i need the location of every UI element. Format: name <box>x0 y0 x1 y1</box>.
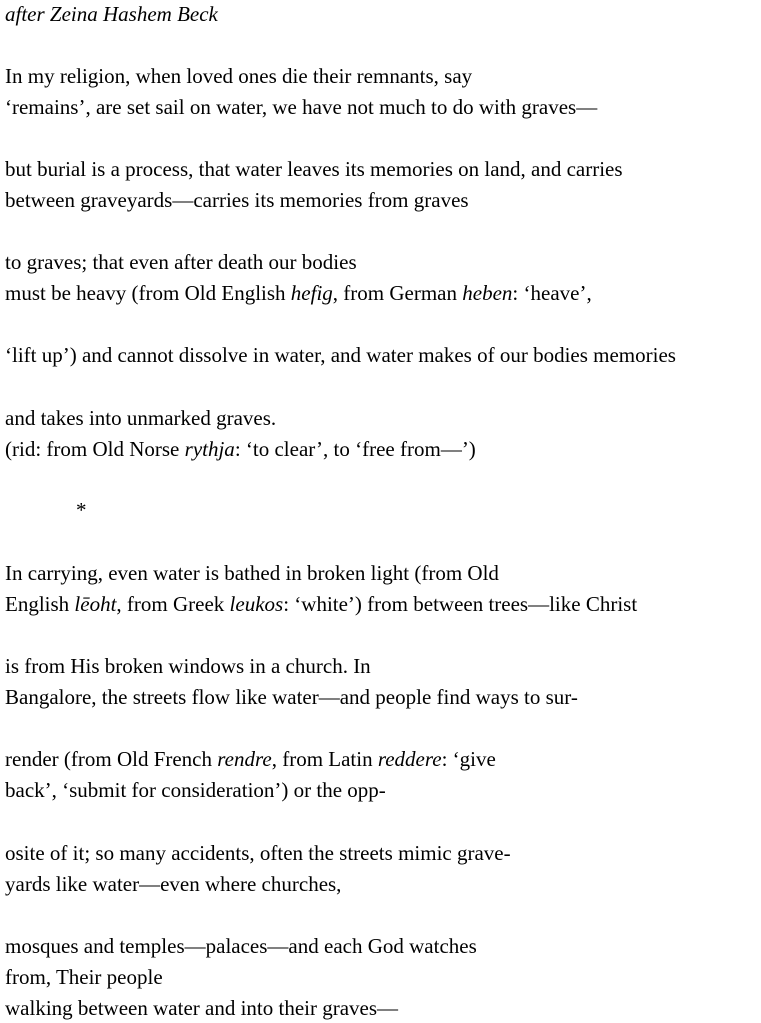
italic-word: heben <box>462 281 513 305</box>
poem-line <box>5 345 676 366</box>
italic-word: rendre <box>217 747 272 771</box>
poem-line <box>5 159 623 180</box>
poem-line <box>5 843 511 864</box>
line-text: back’, ‘submit for consideration’) or the opp- <box>5 778 386 802</box>
line-text: In my religion, when loved ones die their remnants, say <box>5 64 473 88</box>
line-text: is from His broken windows in a church. In <box>5 654 371 678</box>
line-text: between graveyards—carries its memories from graves <box>5 188 469 212</box>
line-text: mosques and temples—palaces—and each God watches <box>5 934 477 958</box>
line-text: (rid: from Old Norse <box>5 437 185 461</box>
poem-line <box>5 563 499 584</box>
poem-line <box>5 936 477 957</box>
line-text: to graves; that even after death our bodies <box>5 250 357 274</box>
line-text: ‘remains’, are set sail on water, we have not much to do with graves— <box>5 95 598 119</box>
section-break-asterisk: * <box>76 498 87 522</box>
poem-line <box>5 283 592 304</box>
poem-line <box>5 874 341 895</box>
epigraph: after Zeina Hashem Beck <box>5 2 218 26</box>
poem-line <box>5 780 386 801</box>
line-text: : ‘heave’, <box>512 281 592 305</box>
line-text: : ‘give <box>441 747 496 771</box>
poem-line <box>5 656 371 677</box>
line-text: and takes into unmarked graves. <box>5 406 277 430</box>
poem-line <box>5 97 597 118</box>
line-text: ‘lift up’) and cannot dissolve in water, and water makes of our bodies memories <box>5 343 676 367</box>
line-text: must be heavy (from Old English <box>5 281 291 305</box>
poem-line <box>5 749 496 770</box>
line-text: English <box>5 592 75 616</box>
line-text: : ‘to clear’, to ‘free from—’) <box>234 437 476 461</box>
poem-line <box>5 66 472 87</box>
line-text: Bangalore, the streets flow like water—and people find ways to sur- <box>5 685 578 709</box>
line-text: , from Greek <box>116 592 230 616</box>
poem-line <box>5 190 469 211</box>
italic-word: reddere <box>377 747 442 771</box>
line-text: render (from Old French <box>5 747 218 771</box>
poem-line <box>5 408 276 429</box>
poem-line <box>5 687 578 708</box>
line-text: from, Their people <box>5 965 163 989</box>
line-text: , from Latin <box>271 747 378 771</box>
line-text: In carrying, even water is bathed in broken light (from Old <box>5 561 499 585</box>
italic-word: leukos <box>229 592 284 616</box>
poem-line <box>5 998 398 1019</box>
italic-word: hefig <box>290 281 333 305</box>
line-text: but burial is a process, that water leaves its memories on land, and carries <box>5 157 623 181</box>
italic-word: rythja <box>184 437 235 461</box>
italic-word: lēoht <box>74 592 117 616</box>
line-text: , from German <box>332 281 463 305</box>
line-text: walking between water and into their graves— <box>5 996 399 1020</box>
line-text: osite of it; so many accidents, often the streets mimic grave- <box>5 841 511 865</box>
line-text: : ‘white’) from between trees—like Christ <box>283 592 638 616</box>
poem-line <box>5 252 357 273</box>
poem-line <box>5 967 163 988</box>
line-text: yards like water—even where churches, <box>5 872 342 896</box>
poem-line <box>5 439 476 460</box>
poem-line <box>5 594 637 615</box>
